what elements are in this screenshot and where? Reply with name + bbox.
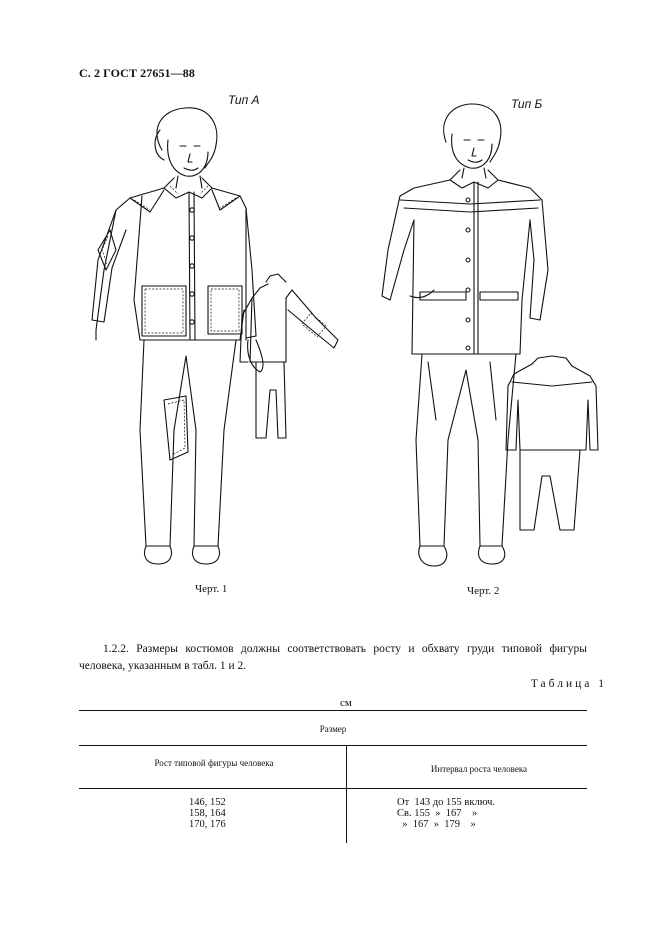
- body-paragraph-text: 1.2.2. Размеры костюмов должны соответствовать росту и обхвату груди типовой фигуры человека, указанным в табл. 1 и 2.: [79, 643, 587, 672]
- figure-2-drawing: [380, 100, 610, 580]
- table-title: Таблица 1: [530, 678, 607, 690]
- table-group-header: Размер: [319, 724, 347, 734]
- table-header-rule: [79, 745, 587, 746]
- table-column-divider: [346, 745, 347, 843]
- table-units: см: [340, 697, 352, 709]
- col1-row-3: 170, 176: [189, 819, 226, 830]
- body-paragraph: [79, 641, 587, 675]
- col1-row-2: 158, 164: [189, 808, 226, 819]
- col2-row-3: » 167 » 179 »: [397, 819, 476, 830]
- col1-row-1: 146, 152: [189, 797, 226, 808]
- figure-1-drawing: [90, 100, 350, 580]
- figure-1-caption: Черт. 1: [195, 583, 228, 595]
- table-body-rule: [79, 788, 587, 789]
- page-header: С. 2 ГОСТ 27651—88: [79, 66, 195, 80]
- type-a-label: Тип А: [228, 93, 260, 107]
- col2-header: Интервал роста человека: [430, 764, 528, 774]
- figure-2-caption: Черт. 2: [467, 585, 500, 597]
- type-b-label: Тип Б: [511, 97, 543, 111]
- table-top-rule: [79, 710, 587, 711]
- col2-row-2: Св. 155 » 167 »: [397, 808, 478, 819]
- col2-row-1: От 143 до 155 включ.: [397, 797, 496, 808]
- col1-header: Рост типовой фигуры человека: [154, 758, 274, 768]
